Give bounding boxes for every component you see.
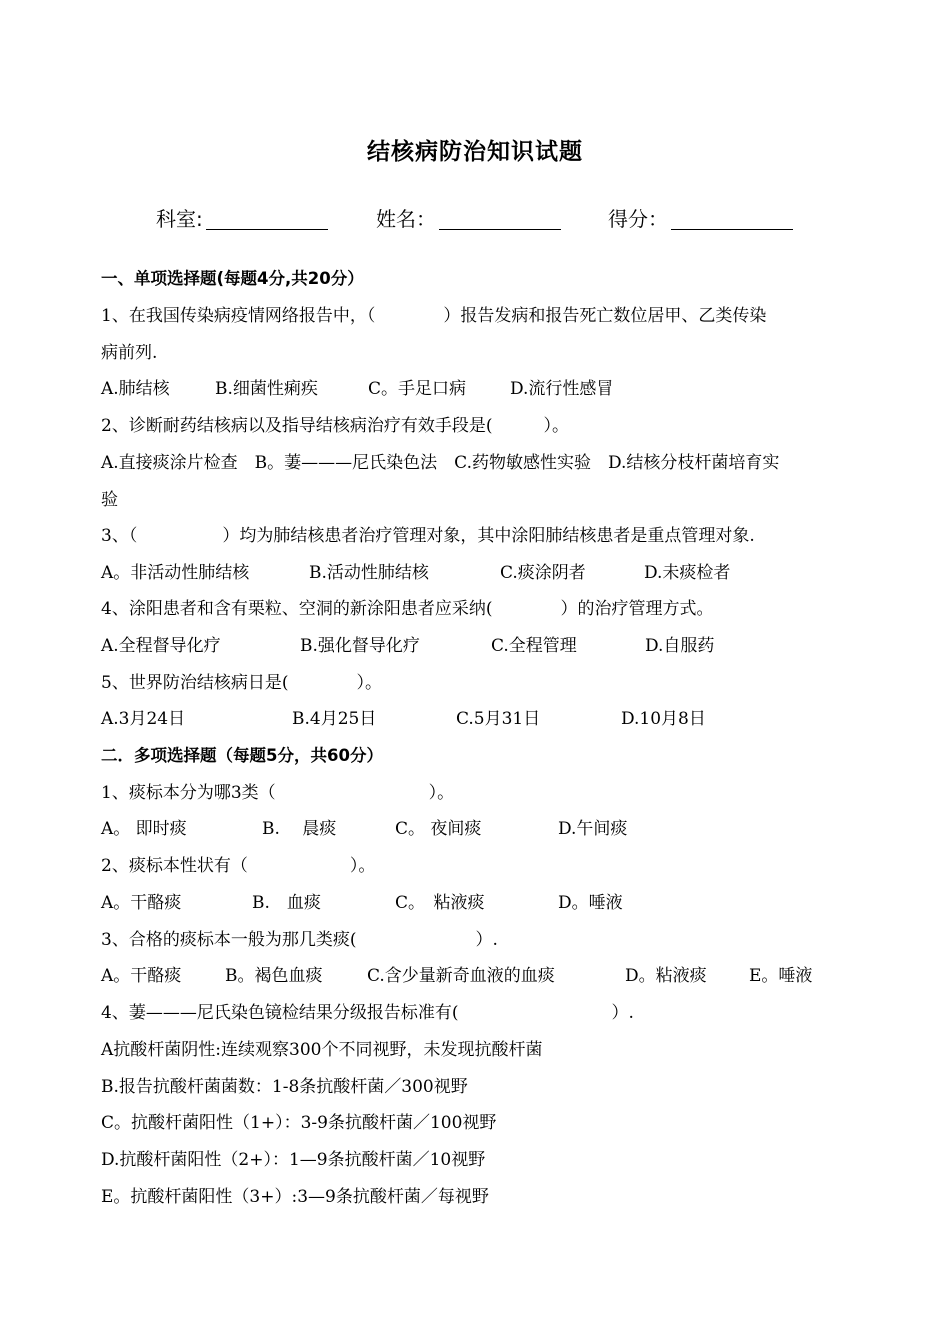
s1-q2-options-line1: A.直接痰涂片检查 B。萋———尼氏染色法 C.药物敏感性实验 D.结核分枝杆菌培育实 xyxy=(101,453,780,473)
option-item: C.全程管理 xyxy=(491,636,577,656)
option-item: A。非活动性肺结核 xyxy=(101,563,250,583)
option-item: D.未痰检者 xyxy=(644,563,731,583)
option-item: C。 粘液痰 xyxy=(395,893,485,913)
s2-q4-option-d: D.抗酸杆菌阳性（2+）：1—9条抗酸杆菌／10视野 xyxy=(101,1150,486,1170)
dept-label: 科室: xyxy=(156,207,203,231)
option-item: A。干酪痰 xyxy=(101,893,182,913)
dept-blank[interactable] xyxy=(206,207,328,230)
score-blank[interactable] xyxy=(671,207,793,230)
s1-q3-stem: 3、（ ）均为肺结核患者治疗管理对象，其中涂阳肺结核患者是重点管理对象. xyxy=(101,526,755,546)
s2-q4-stem: 4、萋———尼氏染色镜检结果分级报告标准有( ）. xyxy=(101,1003,634,1023)
option-item: B.细菌性痢疾 xyxy=(215,379,318,399)
section2-heading: 二．多项选择题（每题5分，共60分） xyxy=(101,746,383,765)
s2-q4-option-c: C。抗酸杆菌阳性（1+）：3-9条抗酸杆菌／100视野 xyxy=(101,1113,497,1133)
option-item: C。 夜间痰 xyxy=(395,819,482,839)
option-item: B. 血痰 xyxy=(252,893,321,913)
s2-q2-stem: 2、痰标本性状有（ ）。 xyxy=(101,856,376,876)
s1-q2-options-line2: 验 xyxy=(101,490,118,510)
option-item: D.10月8日 xyxy=(621,709,706,729)
s1-q1-stem-line2: 病前列. xyxy=(101,343,158,363)
option-item: A.3月24日 xyxy=(101,709,186,729)
option-item: A。 即时痰 xyxy=(101,819,187,839)
option-item: D。唾液 xyxy=(558,893,623,913)
option-item: B. 晨痰 xyxy=(262,819,337,839)
name-field xyxy=(376,203,561,232)
score-field xyxy=(608,203,793,232)
option-item: C.含少量新奇血液的血痰 xyxy=(367,966,555,986)
option-item: B.强化督导化疗 xyxy=(300,636,420,656)
option-item: D.流行性感冒 xyxy=(510,379,614,399)
s2-q4-option-a: A抗酸杆菌阴性:连续观察300个不同视野，未发现抗酸杆菌 xyxy=(101,1040,543,1060)
option-item: D.午间痰 xyxy=(558,819,628,839)
option-item: C.痰涂阴者 xyxy=(500,563,586,583)
s2-q4-option-b: B.报告抗酸杆菌菌数：1-8条抗酸杆菌／300视野 xyxy=(101,1077,468,1097)
s1-q5-stem: 5、世界防治结核病日是( ）。 xyxy=(101,673,382,693)
option-item: B.4月25日 xyxy=(292,709,377,729)
s2-q1-stem: 1、痰标本分为哪3类（ ）。 xyxy=(101,783,455,803)
option-item: C。手足口病 xyxy=(368,379,467,399)
option-item: B.活动性肺结核 xyxy=(309,563,429,583)
page-title: 结核病防治知识试题 xyxy=(367,139,583,165)
option-item: D。粘液痰 xyxy=(625,966,707,986)
option-item: A.肺结核 xyxy=(101,379,170,399)
dept-field xyxy=(156,203,328,232)
s2-q3-stem: 3、合格的痰标本一般为那几类痰( ）. xyxy=(101,930,498,950)
s1-q2-stem: 2、诊断耐药结核病以及指导结核病治疗有效手段是( ）。 xyxy=(101,416,569,436)
s1-q4-stem: 4、涂阳患者和含有栗粒、空洞的新涂阳患者应采纳( ）的治疗管理方式。 xyxy=(101,599,714,619)
option-item: A.全程督导化疗 xyxy=(101,636,221,656)
option-item: C.5月31日 xyxy=(456,709,541,729)
option-item: A。干酪痰 xyxy=(101,966,182,986)
option-item: D.自服药 xyxy=(645,636,715,656)
option-item: E。唾液 xyxy=(749,966,813,986)
score-label: 得分： xyxy=(608,207,668,231)
s2-q4-option-e: E。抗酸杆菌阳性（3+）:3—9条抗酸杆菌／每视野 xyxy=(101,1187,489,1207)
s1-q1-stem-line1: 1、在我国传染病疫情网络报告中，（ ）报告发病和报告死亡数位居甲、乙类传染 xyxy=(101,306,767,326)
name-blank[interactable] xyxy=(439,207,561,230)
section1-heading: 一、单项选择题(每题4分,共20分） xyxy=(101,269,364,288)
option-item: B。褐色血痰 xyxy=(225,966,323,986)
name-label: 姓名： xyxy=(376,207,436,231)
